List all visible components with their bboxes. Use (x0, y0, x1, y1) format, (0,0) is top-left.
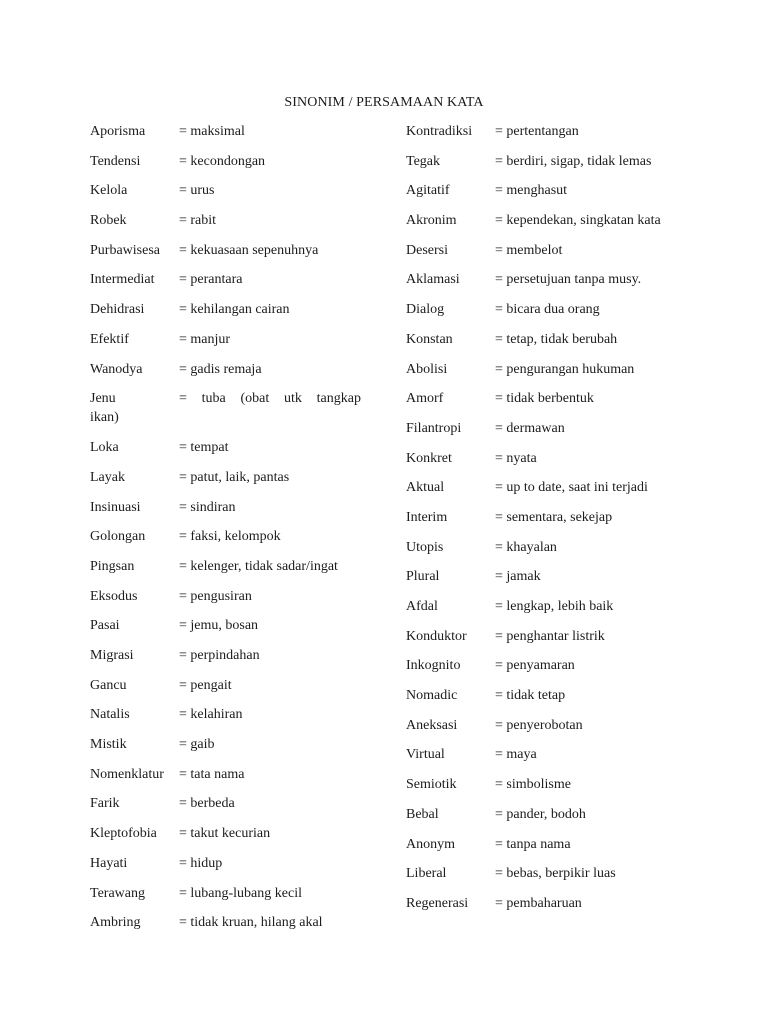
synonym-term: Ambring (90, 915, 141, 931)
synonym-term: Intermediat (90, 272, 155, 288)
synonym-definition: = kependekan, singkatan kata (495, 213, 661, 229)
synonym-row (406, 241, 696, 271)
synonym-definition: = pengusiran (179, 588, 252, 604)
synonym-definition: = maya (495, 747, 537, 763)
synonym-row (90, 735, 370, 765)
synonym-term: Abolisi (406, 361, 448, 377)
synonym-definition: = menghasut (495, 183, 568, 199)
synonym-definition: = tata nama (179, 766, 245, 782)
synonym-term: Migrasi (90, 648, 134, 663)
synonym-term: Insinuasi (90, 499, 141, 515)
synonym-term: Aklamasi (406, 272, 460, 288)
synonym-term: Tendensi (90, 153, 141, 169)
synonym-definition: = pander, bodoh (495, 806, 586, 822)
synonym-row (406, 181, 696, 211)
synonym-definition: = kecondongan (179, 153, 266, 169)
synonym-term: Liberal (406, 866, 447, 882)
synonym-row (406, 419, 696, 449)
synonym-row (90, 676, 370, 706)
synonym-row (406, 478, 696, 508)
synonym-row (90, 389, 370, 438)
synonym-row (406, 835, 696, 865)
synonym-term: Efektif (90, 331, 129, 347)
synonym-term: Semiotik (406, 777, 457, 793)
synonym-row (406, 597, 696, 627)
synonym-term: Purbawisesa (90, 242, 160, 258)
synonym-term: Interim (406, 509, 448, 525)
synonym-definition: = tidak kruan, hilang akal (179, 915, 323, 931)
synonym-definition: = simbolisme (495, 777, 571, 793)
synonym-term: Hayati (90, 855, 128, 871)
synonym-term: Mistik (90, 737, 127, 753)
synonym-definition: = kehilangan cairan (179, 302, 290, 318)
synonym-term: Inkognito (406, 658, 461, 674)
synonym-definition: = penyamaran (495, 658, 575, 674)
synonym-term: Desersi (406, 242, 448, 258)
synonym-row (406, 745, 696, 775)
synonym-term: Natalis (90, 707, 130, 723)
synonym-definition: = tempat (179, 440, 229, 456)
synonym-row (406, 449, 696, 479)
synonym-definition: = sindiran (179, 499, 236, 515)
synonym-row (90, 765, 370, 795)
synonym-row (406, 211, 696, 241)
synonym-definition: = manjur (179, 331, 231, 347)
synonym-row (90, 646, 370, 676)
synonym-term: Utopis (406, 539, 444, 555)
synonym-row (406, 716, 696, 746)
synonym-row (406, 360, 696, 390)
synonym-definition: = membelot (495, 242, 563, 258)
synonym-row (90, 705, 370, 735)
synonym-row (406, 686, 696, 716)
synonym-definition: = rabit (179, 213, 217, 229)
synonym-row (90, 616, 370, 646)
synonym-row (90, 152, 370, 182)
synonym-term: Agitatif (406, 183, 450, 199)
synonym-row (90, 300, 370, 330)
synonym-row (90, 854, 370, 884)
synonym-definition-word: tangkap (316, 391, 361, 407)
synonym-definition: = khayalan (495, 539, 557, 555)
page-title: SINONIM / PERSAMAAN KATA (284, 95, 484, 110)
synonym-definition-word: tuba (201, 391, 226, 407)
synonym-definition: = lengkap, lebih baik (495, 599, 614, 614)
synonym-row (90, 241, 370, 271)
synonym-term: Farik (90, 796, 120, 812)
synonym-row (90, 824, 370, 854)
synonym-row (90, 527, 370, 557)
synonym-definition: = kelenger, tidak sadar/ingat (179, 558, 338, 574)
synonym-definition: = dermawan (495, 420, 565, 436)
synonym-row (90, 913, 370, 943)
synonym-row (90, 498, 370, 528)
synonym-definition: = bebas, berpikir luas (495, 866, 616, 882)
synonym-row (406, 894, 696, 924)
synonym-row (406, 389, 696, 419)
synonym-row (406, 508, 696, 538)
synonym-term: Aporisma (90, 124, 146, 139)
synonym-row (90, 211, 370, 241)
synonym-term: Eksodus (90, 588, 138, 604)
synonym-row (406, 656, 696, 686)
synonym-row (90, 330, 370, 360)
synonym-definition: = penghantar listrik (495, 628, 605, 644)
synonym-definition: = berdiri, sigap, tidak lemas (495, 153, 652, 169)
synonym-term: Plural (406, 569, 440, 585)
synonym-row (406, 864, 696, 894)
synonym-term: Dehidrasi (90, 302, 145, 318)
synonym-term: Virtual (406, 747, 445, 763)
synonym-row (90, 557, 370, 587)
synonym-definition: = tidak tetap (495, 688, 566, 704)
synonym-row (90, 122, 370, 152)
synonym-definition: = perantara (179, 272, 243, 288)
synonym-term: Golongan (90, 529, 146, 545)
synonym-definition: = tidak berbentuk (495, 391, 594, 407)
synonym-row (90, 181, 370, 211)
synonym-row (90, 468, 370, 498)
synonym-definition: = faksi, kelompok (179, 529, 281, 545)
synonym-definition-continuation: ikan) (90, 410, 119, 426)
synonym-definition: = penyerobotan (495, 717, 583, 733)
synonym-definition: = patut, laik, pantas (179, 469, 290, 485)
synonym-term: Nomadic (406, 688, 458, 704)
synonym-definition: = jemu, bosan (179, 618, 259, 634)
synonym-row (406, 567, 696, 597)
synonym-term: Pasai (90, 618, 120, 634)
synonym-definition: = kekuasaan sepenuhnya (179, 242, 319, 258)
synonym-definition: = nyata (495, 450, 537, 466)
synonym-row (90, 884, 370, 914)
synonym-definition: = lubang-lubang kecil (179, 885, 302, 901)
synonym-row (406, 538, 696, 568)
synonym-term: Loka (90, 440, 119, 456)
synonym-definition: = pengait (179, 677, 232, 693)
synonym-definition-word: utk (284, 391, 302, 407)
synonym-term: Gancu (90, 677, 127, 693)
synonym-row (90, 438, 370, 468)
synonym-definition-word: (obat (240, 391, 270, 407)
synonym-row (406, 805, 696, 835)
synonym-row (406, 270, 696, 300)
synonym-definition: = pembaharuan (495, 895, 582, 911)
synonym-definition-word: = (179, 391, 187, 407)
synonym-row (90, 794, 370, 824)
synonym-term: Amorf (406, 391, 444, 407)
synonym-term: Pingsan (90, 558, 135, 574)
synonym-column-left (90, 122, 370, 943)
synonym-term: Kleptofobia (90, 826, 157, 842)
synonym-definition: = pengurangan hukuman (495, 361, 635, 377)
synonym-row (406, 152, 696, 182)
synonym-row (406, 330, 696, 360)
synonym-term: Akronim (406, 213, 457, 229)
synonym-term: Kelola (90, 183, 128, 199)
synonym-term: Konduktor (406, 628, 467, 644)
synonym-term: Konstan (406, 331, 453, 347)
synonym-definition: = pertentangan (495, 124, 579, 139)
synonym-definition: = persetujuan tanpa musy. (495, 272, 642, 288)
synonym-term: Aktual (406, 480, 445, 496)
synonym-term: Dialog (406, 302, 445, 318)
synonym-term: Filantropi (406, 420, 462, 436)
synonym-definition: = gadis remaja (179, 361, 262, 377)
synonym-definition: = up to date, saat ini terjadi (495, 480, 648, 496)
synonym-term: Konkret (406, 450, 452, 466)
synonym-definition: = gaib (179, 737, 215, 753)
synonym-term: Bebal (406, 806, 439, 822)
synonym-term: Regenerasi (406, 895, 469, 911)
synonym-term: Robek (90, 213, 127, 229)
synonym-definition: = berbeda (179, 796, 235, 812)
synonym-term: Kontradiksi (406, 124, 473, 139)
synonym-definition: = kelahiran (179, 707, 243, 723)
synonym-definition: = perpindahan (179, 648, 260, 663)
synonym-term: Terawang (90, 885, 145, 901)
synonym-term: Layak (90, 469, 125, 485)
synonym-term: Anonym (406, 836, 455, 852)
synonym-term: Wanodya (90, 361, 143, 377)
synonym-definition: = hidup (179, 855, 223, 871)
synonym-row (406, 627, 696, 657)
synonym-row (406, 300, 696, 330)
synonym-term: Afdal (406, 599, 438, 614)
synonym-definition: = urus (179, 183, 215, 199)
synonym-definition: = sementara, sekejap (495, 509, 613, 525)
synonym-row (406, 122, 696, 152)
synonym-definition: = jamak (495, 569, 541, 585)
synonym-term: Nomenklatur (90, 766, 164, 782)
synonym-definition: = tanpa nama (495, 836, 571, 852)
synonym-row (406, 775, 696, 805)
synonym-term: Jenu (90, 391, 116, 407)
synonym-row (90, 587, 370, 617)
synonym-definition-line (179, 389, 361, 408)
synonym-column-right (406, 122, 696, 924)
synonym-definition: = maksimal (179, 124, 245, 139)
synonym-row (90, 360, 370, 390)
synonym-definition: = takut kecurian (179, 826, 271, 842)
synonym-definition: = tetap, tidak berubah (495, 331, 618, 347)
synonym-row (90, 270, 370, 300)
synonym-definition: = bicara dua orang (495, 302, 600, 318)
synonym-term: Tegak (406, 153, 441, 169)
synonym-term: Aneksasi (406, 717, 458, 733)
